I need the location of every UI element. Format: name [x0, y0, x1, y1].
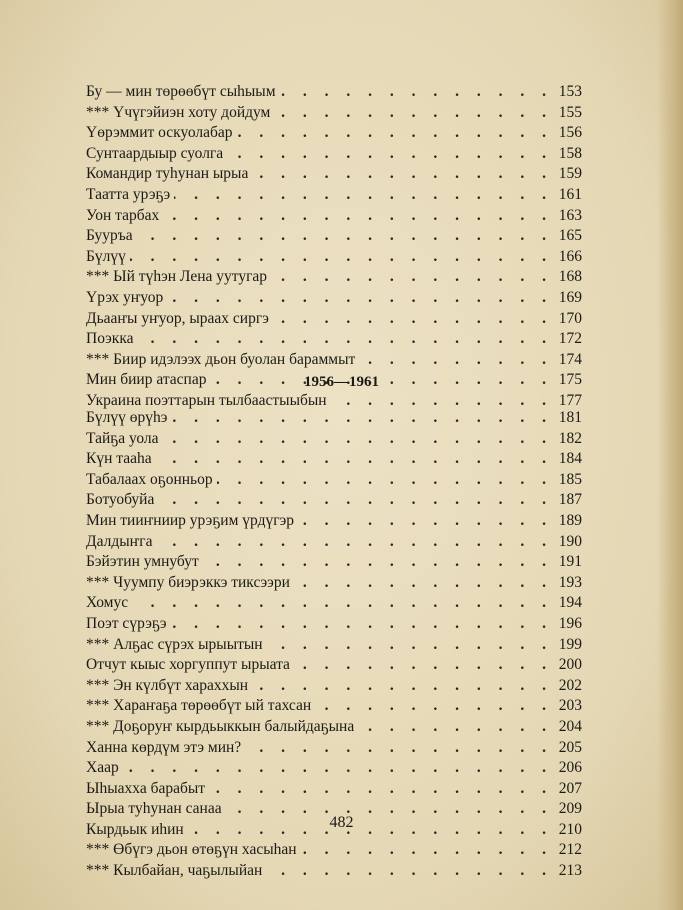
toc-entry: [86, 82, 582, 103]
toc-entry-page: 182: [558, 429, 582, 447]
toc-entry-page: 210: [558, 820, 582, 838]
toc-entry: [86, 247, 582, 268]
toc-entry: [86, 408, 582, 429]
dot-leader: [273, 309, 553, 330]
toc-entry: [86, 511, 582, 532]
toc-entry: [86, 185, 582, 206]
toc-entry: [86, 696, 582, 717]
toc-entry-title: Ыhыахха барабыт: [86, 779, 206, 797]
dot-leader: [156, 449, 553, 470]
toc-entry: [86, 309, 582, 330]
toc-entry-page: 196: [558, 614, 582, 632]
toc-entry-title: Хаар: [86, 759, 119, 777]
toc-entry-title: Бэйэтин умнубут: [86, 553, 199, 571]
toc-entry-page: 203: [558, 697, 582, 715]
page-number: 482: [329, 814, 354, 831]
toc-entry-page: 181: [558, 409, 582, 426]
dot-leader: [171, 614, 554, 635]
toc-entry-page: 177: [558, 391, 582, 409]
dot-leader: [267, 635, 553, 656]
dot-leader: [217, 470, 553, 491]
toc-entry: [86, 429, 582, 450]
toc-entry-page: 174: [558, 350, 582, 368]
toc-entry-title: Хомус: [86, 594, 129, 612]
toc-entry-title: *** Эн күлбүт хараххын: [86, 676, 249, 694]
toc-entry-page: 187: [558, 491, 582, 509]
dot-leader: [174, 185, 553, 206]
dot-leader: [163, 206, 553, 227]
toc-entry: [86, 470, 582, 491]
toc-entry: [86, 676, 582, 697]
dot-leader: [157, 532, 553, 553]
toc-section-2: [86, 408, 582, 882]
dot-leader: [294, 573, 553, 594]
toc-entry: [86, 635, 582, 656]
toc-entry-page: 207: [558, 779, 582, 797]
dot-leader: [167, 288, 553, 309]
toc-entry-page: 166: [558, 247, 582, 265]
toc-entry-title: Далдыҥга: [86, 532, 153, 550]
toc-entry-title: Бүлүү өрүhэ: [86, 409, 168, 426]
toc-entry-title: Сунтаардыыр суолга: [86, 144, 224, 162]
toc-entry-page: 194: [558, 594, 582, 612]
toc-entry: [86, 779, 582, 800]
toc-entry-page: 189: [558, 511, 582, 529]
toc-entry-page: 172: [558, 330, 582, 348]
toc-entry: [86, 573, 582, 594]
toc-entry-page: 185: [558, 470, 582, 488]
dot-leader: [266, 861, 553, 882]
dot-leader: [315, 696, 553, 717]
toc-entry-page: 193: [558, 573, 582, 591]
toc-entry: [86, 593, 582, 614]
toc-entry-title: *** Хараҥаҕа төрөөбүт ый тахсан: [86, 697, 312, 715]
toc-entry-title: Табалаах оҕонньор: [86, 470, 213, 488]
dot-leader: [138, 329, 554, 350]
toc-entry: [86, 164, 582, 185]
toc-entry-page: 163: [558, 206, 582, 224]
toc-entry-title: Ырыа туhунан санаа: [86, 800, 222, 818]
toc-section-1: [86, 82, 582, 412]
toc-entry-title: Бууръа: [86, 227, 133, 245]
toc-entry: [86, 449, 582, 470]
toc-entry-title: Тайҕа уола: [86, 429, 159, 447]
toc-entry: [86, 532, 582, 553]
toc-entry-page: 168: [558, 268, 582, 286]
toc-entry-title: *** Өбүгэ дьон өтөҕүн хасыhан: [86, 841, 297, 859]
toc-entry-title: Мин тииҥниир урэҕим үрдүгэр: [86, 511, 294, 529]
toc-entry-title: Үрэх уҥуор: [86, 288, 164, 306]
toc-entry-page: 175: [558, 371, 582, 389]
toc-entry: [86, 840, 582, 861]
toc-entry-page: 169: [558, 288, 582, 306]
toc-entry-page: 191: [558, 553, 582, 571]
toc-entry-title: Поэкка: [86, 330, 134, 348]
toc-entry: [86, 267, 582, 288]
toc-entry-title: *** Кылбайан, чаҕылыйан: [86, 862, 263, 880]
dot-leader: [209, 779, 553, 800]
toc-entry-page: 190: [558, 532, 582, 550]
dot-leader: [171, 408, 553, 429]
toc-entry-page: 213: [558, 862, 582, 880]
toc-entry-title: Күн тааhа: [86, 450, 152, 468]
toc-entry-page: 204: [558, 717, 582, 735]
toc-entry-title: Поэт сүрэҕэ: [86, 614, 167, 632]
section-heading: 1956—1961: [304, 374, 379, 390]
toc-entry-page: 158: [558, 144, 582, 162]
toc-entry: [86, 144, 582, 165]
toc-entry: [86, 350, 582, 371]
dot-leader: [227, 144, 553, 165]
dot-leader: [158, 490, 553, 511]
toc-entry-page: 170: [558, 309, 582, 327]
dot-leader: [358, 717, 553, 738]
dot-leader: [359, 350, 553, 371]
toc-entry-title: Ботуобуйа: [86, 491, 155, 509]
toc-entry-title: Ханна көрдүм этэ мин?: [86, 738, 242, 756]
dot-leader: [280, 82, 553, 103]
dot-leader: [298, 511, 553, 532]
toc-entry-title: Мин биир атаспар: [86, 371, 207, 389]
toc-entry-title: Үөрэммит оскуолабар: [86, 124, 233, 142]
toc-entry-page: 200: [558, 656, 582, 674]
toc-entry-title: *** Чуумпу биэрэккэ тиксээри: [86, 573, 290, 591]
toc-entry-title: *** Доҕоруҥ кырдьыккын балыйдаҕына: [86, 717, 355, 735]
toc-entry-page: 184: [558, 450, 582, 468]
toc-entry-page: 159: [558, 165, 582, 183]
toc-entry-page: 156: [558, 124, 582, 142]
toc-entry: [86, 738, 582, 759]
dot-leader: [132, 593, 553, 614]
toc-entry-page: 202: [558, 676, 582, 694]
dot-leader: [130, 247, 553, 268]
toc-entry: [86, 123, 582, 144]
dot-leader: [274, 103, 553, 124]
toc-entry: [86, 490, 582, 511]
toc-entry-title: Кырдьык иhин: [86, 820, 184, 838]
dot-leader: [237, 123, 553, 144]
toc-entry-page: 153: [558, 83, 582, 100]
dot-leader: [123, 758, 553, 779]
dot-leader: [245, 738, 553, 759]
toc-entry-page: 209: [558, 800, 582, 818]
toc-entry-title: Бу — мин төрөөбүт сыhыым: [86, 83, 276, 100]
toc-entry-page: 155: [558, 103, 582, 121]
toc-entry: [86, 329, 582, 350]
toc-entry-title: *** Үчүгэйиэн хоту дойдум: [86, 103, 271, 121]
toc-entry-title: Дьааҥы уҥуор, ыраах сиргэ: [86, 309, 269, 327]
dot-leader: [203, 552, 553, 573]
dot-leader: [301, 840, 553, 861]
dot-leader: [294, 655, 553, 676]
toc-entry-page: 165: [558, 227, 582, 245]
toc-entry: [86, 552, 582, 573]
toc-entry: [86, 861, 582, 882]
toc-entry: [86, 614, 582, 635]
toc-entry-title: Отчут кыыс хоргуппут ырыата: [86, 656, 290, 674]
toc-entry: [86, 226, 582, 247]
dot-leader: [163, 429, 553, 450]
toc-entry-page: 206: [558, 759, 582, 777]
toc-entry-title: *** Алҕас сүрэх ырыытын: [86, 635, 263, 653]
toc-entry: [86, 206, 582, 227]
toc-entry-title: *** Ый түhэн Лена уутугар: [86, 268, 268, 286]
dot-leader: [137, 226, 553, 247]
toc-entry: [86, 103, 582, 124]
toc-entry-title: Уон тарбах: [86, 206, 160, 224]
toc-entry-page: 205: [558, 738, 582, 756]
toc-entry-title: Бүлүү: [86, 247, 126, 265]
toc-entry-page: 212: [558, 841, 582, 859]
toc-entry-title: Таатта урэҕэ: [86, 185, 171, 203]
toc-entry-title: Украина поэттарын тылбаастыыбын: [86, 391, 327, 409]
toc-entry: [86, 758, 582, 779]
dot-leader: [271, 267, 553, 288]
dot-leader: [252, 676, 553, 697]
dot-leader: [252, 164, 553, 185]
toc-entry-title: Командир туhунан ырыа: [86, 165, 249, 183]
toc-entry-page: 161: [558, 185, 582, 203]
toc-entry-page: 199: [558, 635, 582, 653]
toc-entry: [86, 288, 582, 309]
page-edge-shadow: [657, 0, 683, 910]
toc-entry-title: *** Биир идэлээх дьон буолан бараммыт: [86, 350, 356, 368]
toc-entry: [86, 717, 582, 738]
toc-entry: [86, 655, 582, 676]
